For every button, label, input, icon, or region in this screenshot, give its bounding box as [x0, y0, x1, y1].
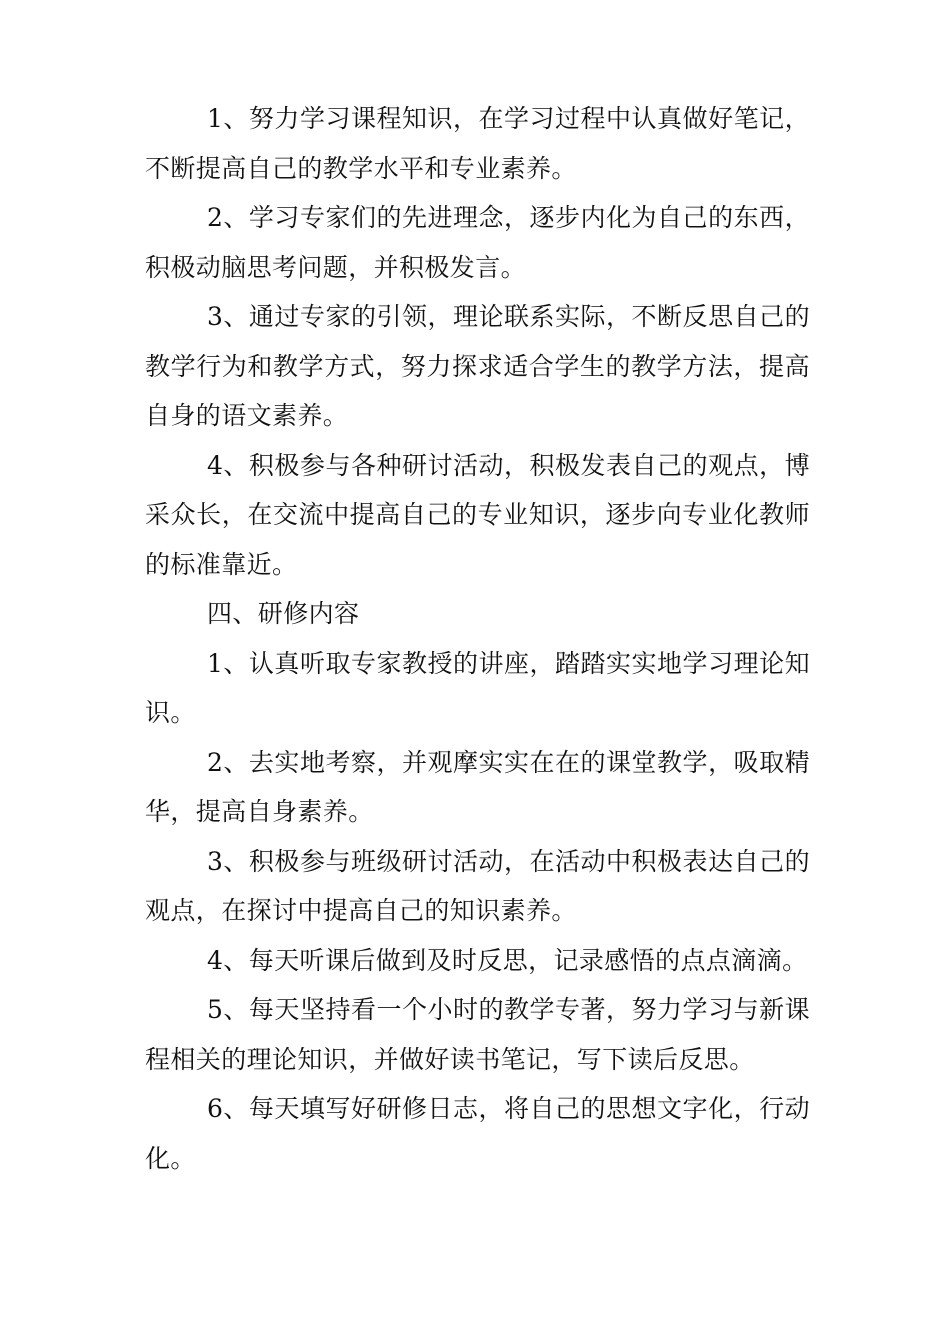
paragraph-goal-1: 1、努力学习课程知识，在学习过程中认真做好笔记，不断提高自己的教学水平和专业素养。: [145, 104, 810, 183]
section-heading: 四、研修内容: [207, 599, 360, 628]
paragraph-content-5: 5、每天坚持看一个小时的教学专著，努力学习与新课程相关的理论知识，并做好读书笔记，写下读后反思。: [145, 995, 810, 1074]
paragraph-goal-4: 4、积极参与各种研讨活动，积极发表自己的观点，博采众长，在交流中提高自己的专业知识，逐步向专业化教师的标准靠近。: [145, 450, 810, 579]
paragraph-content-4: 4、每天听课后做到及时反思，记录感悟的点点滴滴。: [207, 945, 808, 975]
paragraph-goal-3: 3、通过专家的引领，理论联系实际，不断反思自己的教学行为和教学方式，努力探求适合学生的教学方法，提高自身的语文素养。: [145, 302, 810, 430]
paragraph-goal-2: 2、学习专家们的先进理念，逐步内化为自己的东西，积极动脑思考问题，并积极发言。: [145, 203, 810, 282]
paragraph-content-2: 2、去实地考察，并观摩实实在在的课堂教学，吸取精华，提高自身素养。: [145, 747, 810, 826]
paragraph-content-1: 1、认真听取专家教授的讲座，踏踏实实地学习理论知识。: [145, 648, 810, 727]
document-page: [145, 94, 810, 1183]
paragraph-content-3: 3、积极参与班级研讨活动，在活动中积极表达自己的观点，在探讨中提高自己的知识素养。: [145, 846, 810, 925]
paragraph-content-6: 6、每天填写好研修日志，将自己的思想文字化，行动化。: [145, 1094, 810, 1173]
